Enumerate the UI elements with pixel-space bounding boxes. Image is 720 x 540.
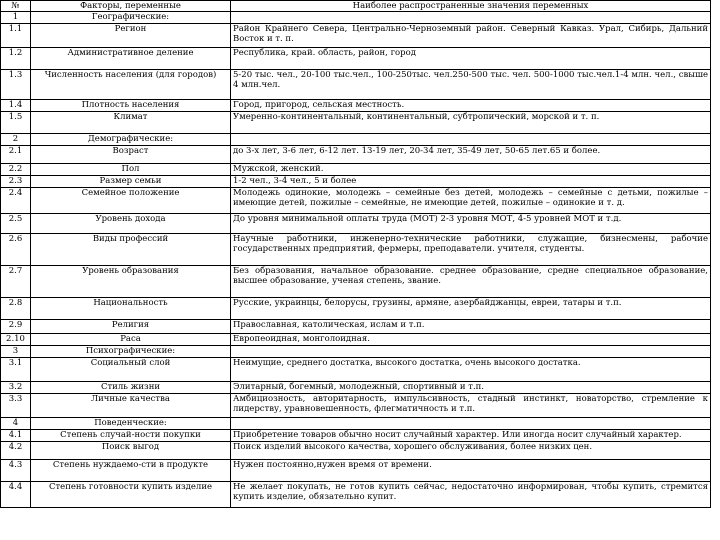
table-row: [1, 164, 711, 176]
row-num: 2.5: [1, 214, 31, 234]
row-value: Республика, край. область, район, город: [231, 48, 711, 70]
row-value: Не желает покупать, не готов купить сейчас, недостаточно информирован, чтобы купить, стремится купить изделие, обязательно купит.: [231, 482, 711, 508]
table-row: [1, 358, 711, 382]
row-factor: Географические:: [31, 12, 231, 24]
row-factor: Уровень образования: [31, 266, 231, 298]
row-factor: Виды профессий: [31, 234, 231, 266]
row-factor: Климат: [31, 112, 231, 134]
table-row: [1, 134, 711, 146]
table-row: [1, 298, 711, 320]
row-factor: Национальность: [31, 298, 231, 320]
row-value: Неимущие, среднего достатка, высокого достатка, очень высокого достатка.: [231, 358, 711, 382]
table-row: [1, 24, 711, 48]
header-values: Наиболее распространенные значения переменных: [231, 1, 711, 12]
row-value: Православная, католическая, ислам и т.п.: [231, 320, 711, 334]
row-value: Приобретение товаров обычно носит случайный характер. Или иногда носит случайный характер.: [231, 430, 711, 442]
table-row: [1, 394, 711, 418]
row-num: 2.4: [1, 188, 31, 214]
row-num: 2.3: [1, 176, 31, 188]
row-num: 1.3: [1, 70, 31, 100]
table-row: [1, 146, 711, 164]
row-value: Без образования, начальное образование. среднее образование, средне специальное образование, высшее образование, ученая степень, звание.: [231, 266, 711, 298]
row-factor: Демографические:: [31, 134, 231, 146]
row-factor: Стиль жизни: [31, 382, 231, 394]
row-value: Русские, украинцы, белорусы, грузины, армяне, азербайджанцы, евреи, татары и т.п.: [231, 298, 711, 320]
row-value: 1-2 чел., 3-4 чел., 5 и более: [231, 176, 711, 188]
row-num: 1.2: [1, 48, 31, 70]
table-row: [1, 112, 711, 134]
row-num: 2: [1, 134, 31, 146]
row-num: 4.3: [1, 460, 31, 482]
row-value: [231, 134, 711, 146]
row-value: Молодежь одинокие, молодежь – семейные без детей, молодежь – семейные с детьми, пожилые – имеющие детей, пожилые – семейные, не имеющие детей, пожилые – одинокие и т. д.: [231, 188, 711, 214]
table-row: [1, 70, 711, 100]
row-value: [231, 12, 711, 24]
row-factor: Пол: [31, 164, 231, 176]
table-row: [1, 176, 711, 188]
row-num: 3.1: [1, 358, 31, 382]
row-factor: Личные качества: [31, 394, 231, 418]
row-value: [231, 346, 711, 358]
row-value: Поиск изделий высокого качества, хорошего обслуживания, более низких цен.: [231, 442, 711, 460]
table-row: [1, 346, 711, 358]
table-row: [1, 320, 711, 334]
table-row: [1, 266, 711, 298]
row-factor: Раса: [31, 334, 231, 346]
row-num: 2.1: [1, 146, 31, 164]
table-row: [1, 460, 711, 482]
row-value: Европеоидная, монголоидная.: [231, 334, 711, 346]
row-num: 3.2: [1, 382, 31, 394]
table-row: [1, 334, 711, 346]
row-num: 1: [1, 12, 31, 24]
table-row: [1, 214, 711, 234]
row-value: Умеренно-континентальный, континентальный, субтропический, морской и т. п.: [231, 112, 711, 134]
row-factor: Семейное положение: [31, 188, 231, 214]
table-row: [1, 430, 711, 442]
row-factor: Психографические:: [31, 346, 231, 358]
row-value: Город, пригород, сельская местность.: [231, 100, 711, 112]
row-num: 1.1: [1, 24, 31, 48]
row-value: до 3-х лет, 3-6 лет, 6-12 лет. 13-19 лет, 20-34 лет, 35-49 лет, 50-65 лет.65 и более.: [231, 146, 711, 164]
row-num: 2.9: [1, 320, 31, 334]
row-num: 4: [1, 418, 31, 430]
row-value: 5-20 тыс. чел., 20-100 тыс.чел., 100-250тыс. чел.250-500 тыс. чел. 500-1000 тыс.чел.1-4 млн. чел., свыше 4 млн.чел.: [231, 70, 711, 100]
row-factor: Уровень дохода: [31, 214, 231, 234]
table-row: [1, 382, 711, 394]
row-factor: Плотность населения: [31, 100, 231, 112]
row-value: Научные работники, инженерно-технические работники, служащие, бизнесмены, рабочие государственных предприятий, фермеры, преподаватели. учителя, студенты.: [231, 234, 711, 266]
row-num: 1.5: [1, 112, 31, 134]
row-factor: Поиск выгод: [31, 442, 231, 460]
table-row: [1, 100, 711, 112]
row-num: 3: [1, 346, 31, 358]
row-factor: Степень нуждаемо-сти в продукте: [31, 460, 231, 482]
row-num: 2.7: [1, 266, 31, 298]
row-factor: Размер семьи: [31, 176, 231, 188]
header-num: №: [1, 1, 31, 12]
header-factor: Факторы, переменные: [31, 1, 231, 12]
row-num: 4.2: [1, 442, 31, 460]
row-factor: Численность населения (для городов): [31, 70, 231, 100]
header-row: [1, 1, 711, 12]
table-row: [1, 442, 711, 460]
table-row: [1, 418, 711, 430]
row-value: Нужен постоянно,нужен время от времени.: [231, 460, 711, 482]
table-row: [1, 234, 711, 266]
row-num: 4.4: [1, 482, 31, 508]
row-value: Амбициозность, авторитарность, импульсивность, стадный инстинкт, новаторство, стремление к лидерству, уравновешенность, флегматичность и т.п.: [231, 394, 711, 418]
row-value: [231, 418, 711, 430]
table-row: [1, 12, 711, 24]
row-factor: Степень готовности купить изделие: [31, 482, 231, 508]
row-num: 2.8: [1, 298, 31, 320]
table-row: [1, 48, 711, 70]
row-value: Район Крайнего Севера, Центрально-Черноземный район. Северный Кавказ. Урал, Сибирь, Дальний Восток и т. п.: [231, 24, 711, 48]
row-factor: Регион: [31, 24, 231, 48]
row-factor: Поведенческие:: [31, 418, 231, 430]
row-factor: Социальный слой: [31, 358, 231, 382]
row-num: 3.3: [1, 394, 31, 418]
row-num: 2.2: [1, 164, 31, 176]
row-value: Мужской, женский.: [231, 164, 711, 176]
row-value: До уровня минимальной оплаты труда (МОТ) 2-3 уровня МОТ, 4-5 уровней МОТ и т.д.: [231, 214, 711, 234]
table-row: [1, 482, 711, 508]
row-factor: Административное деление: [31, 48, 231, 70]
row-num: 2.10: [1, 334, 31, 346]
row-factor: Возраст: [31, 146, 231, 164]
row-value: Элитарный, богемный, молодежный, спортивный и т.п.: [231, 382, 711, 394]
row-num: 1.4: [1, 100, 31, 112]
row-num: 4.1: [1, 430, 31, 442]
row-num: 2.6: [1, 234, 31, 266]
row-factor: Религия: [31, 320, 231, 334]
row-factor: Степень случай-ности покупки: [31, 430, 231, 442]
table-row: [1, 188, 711, 214]
